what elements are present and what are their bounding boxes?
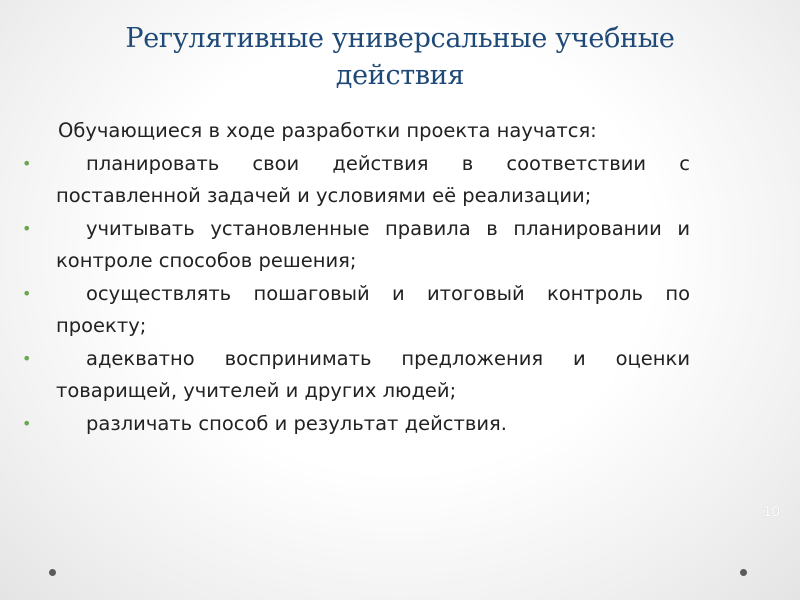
slide-title-line-2: действия <box>335 60 465 91</box>
list-item <box>22 408 690 441</box>
list-item-text: планировать свои действия в соответствии с поставленной задачей и условиями её реализации; <box>56 151 690 207</box>
bullet-icon: • <box>22 348 32 368</box>
bullet-icon: • <box>22 413 32 433</box>
list-item-text: учитывать установленные правила в планировании и контроле способов решения; <box>56 216 690 272</box>
slide-title-line-1: Регулятивные универсальные учебные <box>125 23 675 54</box>
bullet-icon: • <box>22 218 32 238</box>
bullet-icon: • <box>22 283 32 303</box>
slide-title <box>60 20 740 94</box>
slide-body <box>22 115 690 440</box>
list-item <box>22 343 690 408</box>
bullet-icon: • <box>22 153 32 173</box>
list-item <box>22 278 690 343</box>
list-item <box>22 148 690 213</box>
corner-dot-decoration <box>740 569 747 576</box>
list-item-text: осуществлять пошаговый и итоговый контроль по проекту; <box>56 281 690 337</box>
list-item <box>22 213 690 278</box>
corner-dot-decoration <box>49 569 56 576</box>
list-item-text: различать способ и результат действия. <box>86 411 507 435</box>
page-number: 10 <box>763 503 780 520</box>
list-item-text: адекватно воспринимать предложения и оценки товарищей, учителей и других людей; <box>56 346 690 402</box>
intro-text: Обучающиеся в ходе разработки проекта научатся: <box>58 119 597 142</box>
